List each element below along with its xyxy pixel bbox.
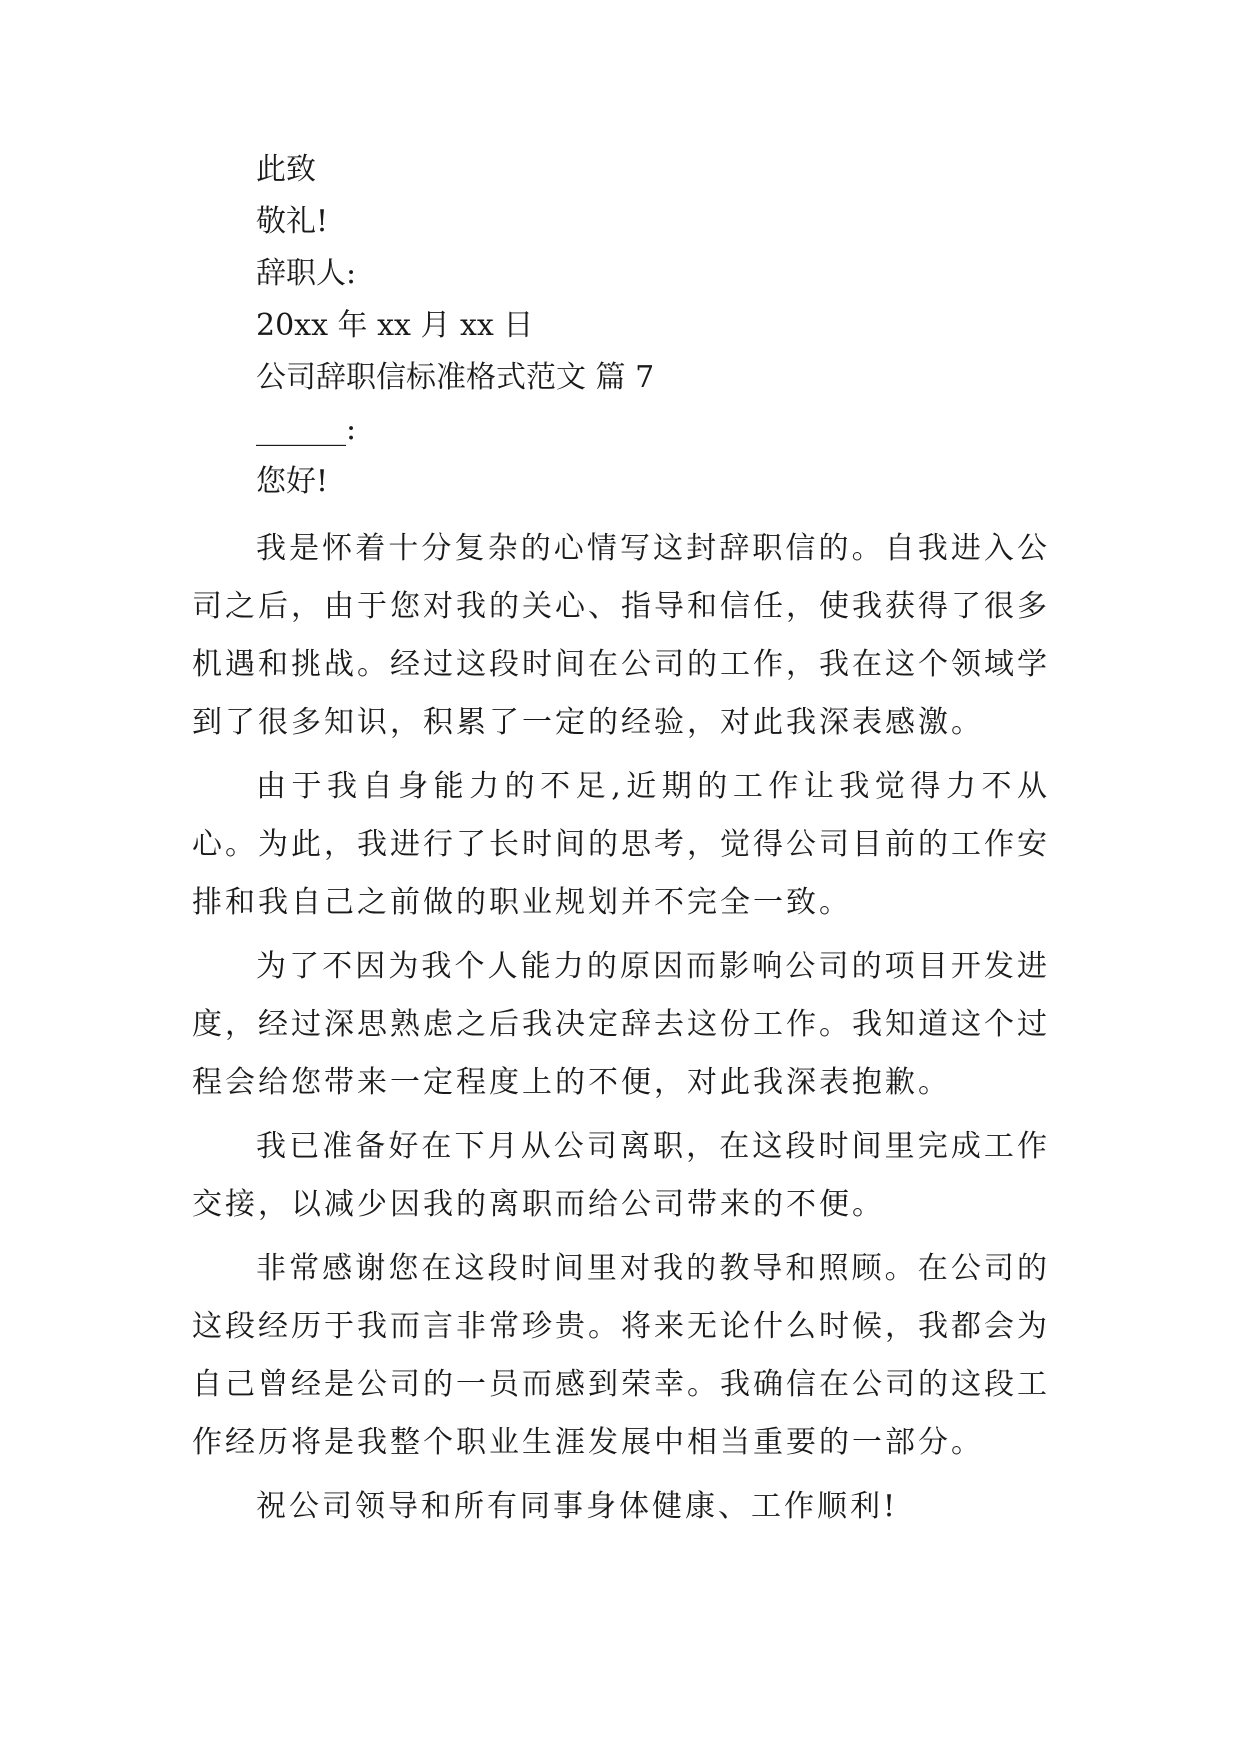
- body-paragraph-2: 由于我自身能力的不足,近期的工作让我觉得力不从心。为此，我进行了长时间的思考，觉得公司目前的工作安排和我自己之前做的职业规划并不完全一致。: [192, 769, 1050, 920]
- resigner-line: 辞职人:: [256, 256, 357, 291]
- body-paragraph-6: 祝公司领导和所有同事身体健康、工作顺利!: [256, 1489, 899, 1524]
- body-paragraph-5: 非常感谢您在这段时间里对我的教导和照顾。在公司的这段经历于我而言非常珍贵。将来无论什么时候，我都会为自己曾经是公司的一员而感到荣幸。我确信在公司的这段工作经历将是我整个职业生涯发展中相当重要的一部分。: [192, 1251, 1050, 1460]
- addressee-line: ______:: [256, 412, 357, 447]
- closing-line: 此致: [256, 152, 316, 187]
- date-line: 20xx 年 xx 月 xx 日: [256, 308, 534, 343]
- body-paragraph-1: 我是怀着十分复杂的心情写这封辞职信的。自我进入公司之后，由于您对我的关心、指导和信任，使我获得了很多机遇和挑战。经过这段时间在公司的工作，我在这个领域学到了很多知识，积累了一定的经验，对此我深表感激。: [192, 531, 1050, 740]
- section-title: 公司辞职信标准格式范文 篇 7: [256, 360, 655, 395]
- body-paragraph-3: 为了不因为我个人能力的原因而影响公司的项目开发进度，经过深思熟虑之后我决定辞去这份工作。我知道这个过程会给您带来一定程度上的不便，对此我深表抱歉。: [192, 949, 1050, 1100]
- body-paragraph-4: 我已准备好在下月从公司离职，在这段时间里完成工作交接，以减少因我的离职而给公司带来的不便。: [192, 1129, 1050, 1222]
- greeting-line: 您好!: [256, 464, 329, 499]
- regards-line: 敬礼!: [256, 204, 329, 239]
